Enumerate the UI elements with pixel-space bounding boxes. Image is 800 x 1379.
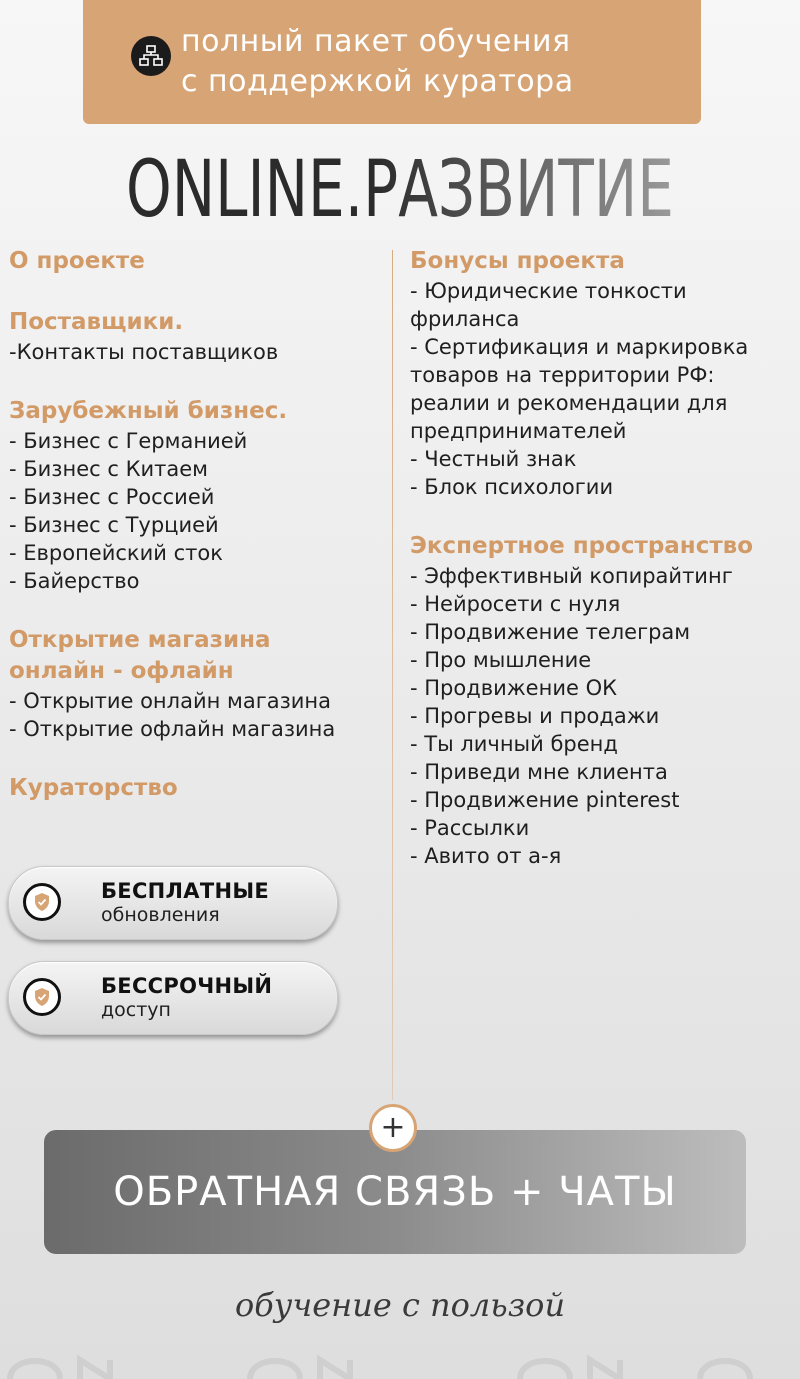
- banner-line-1: полный пакет обучения: [181, 24, 571, 59]
- store-heading-line-2: онлайн - офлайн: [9, 658, 234, 684]
- store-heading-line-1: Открытие магазина: [9, 627, 271, 653]
- banner-text: [181, 22, 681, 102]
- foreign-business-heading: Зарубежный бизнес.: [9, 398, 288, 424]
- list-item: - Юридические тонкости фриланса: [410, 279, 687, 331]
- brand-logo: [120, 145, 680, 235]
- list-item: - Авито от а-я: [410, 844, 562, 868]
- list-item: - Бизнес с Турцией: [9, 513, 219, 537]
- left-column: [9, 246, 384, 804]
- list-item: - Бизнес с Германией: [9, 429, 248, 453]
- list-item: - Ты личный бренд: [410, 732, 618, 756]
- banner-line-2: с поддержкой куратора: [181, 64, 574, 99]
- list-item: -Контакты поставщиков: [9, 340, 279, 364]
- column-divider: [392, 250, 393, 1100]
- logo-watermark: [0, 1350, 800, 1379]
- badge-subtitle: обновления: [101, 904, 220, 926]
- lifetime-access-badge: [8, 961, 338, 1035]
- right-column: [410, 246, 795, 870]
- free-updates-badge: [8, 866, 338, 940]
- list-item: - Сертификация и маркировка товаров на территории РФ: реалии и рекомендации для предпринимателей: [410, 335, 749, 443]
- plus-icon[interactable]: +: [369, 1104, 417, 1152]
- badge-subtitle: доступ: [101, 999, 171, 1021]
- list-item: - Открытие офлайн магазина: [9, 717, 336, 741]
- about-heading[interactable]: О проекте: [9, 248, 145, 274]
- list-item: - Продвижение pinterest: [410, 788, 680, 812]
- suppliers-heading: Поставщики.: [9, 309, 184, 335]
- list-item: - Байерство: [9, 569, 140, 593]
- org-chart-icon: [131, 36, 171, 76]
- shield-check-icon: [23, 883, 61, 921]
- shield-check-icon: [23, 978, 61, 1016]
- list-item: - Нейросети с нуля: [410, 592, 621, 616]
- list-item: - Блок психологии: [410, 475, 614, 499]
- list-item: - Продвижение телеграм: [410, 620, 691, 644]
- list-item: - Про мышление: [410, 648, 592, 672]
- tagline: обучение с пользой: [234, 1286, 566, 1324]
- list-item: - Бизнес с Россией: [9, 485, 215, 509]
- list-item: - Прогревы и продажи: [410, 704, 660, 728]
- list-item: - Честный знак: [410, 447, 577, 471]
- feedback-label: ОБРАТНАЯ СВЯЗЬ + ЧАТЫ: [113, 1169, 677, 1215]
- logo-text: ONLINE.РАЗВИТИЕ: [126, 145, 674, 235]
- bonuses-heading: Бонусы проекта: [410, 248, 625, 274]
- badge-title: БЕСПЛАТНЫЕ: [101, 879, 270, 903]
- list-item: - Европейский сток: [9, 541, 223, 565]
- top-banner: [83, 0, 701, 124]
- list-item: - Эффективный копирайтинг: [410, 564, 733, 588]
- list-item: - Открытие онлайн магазина: [9, 689, 332, 713]
- list-item: - Продвижение ОК: [410, 676, 618, 700]
- expert-space-heading: Экспертное пространство: [410, 533, 754, 559]
- badge-title: БЕССРОЧНЫЙ: [101, 974, 273, 998]
- curatorship-heading: Кураторство: [9, 775, 178, 801]
- list-item: - Рассылки: [410, 816, 530, 840]
- list-item: - Приведи мне клиента: [410, 760, 668, 784]
- list-item: - Бизнес с Китаем: [9, 457, 208, 481]
